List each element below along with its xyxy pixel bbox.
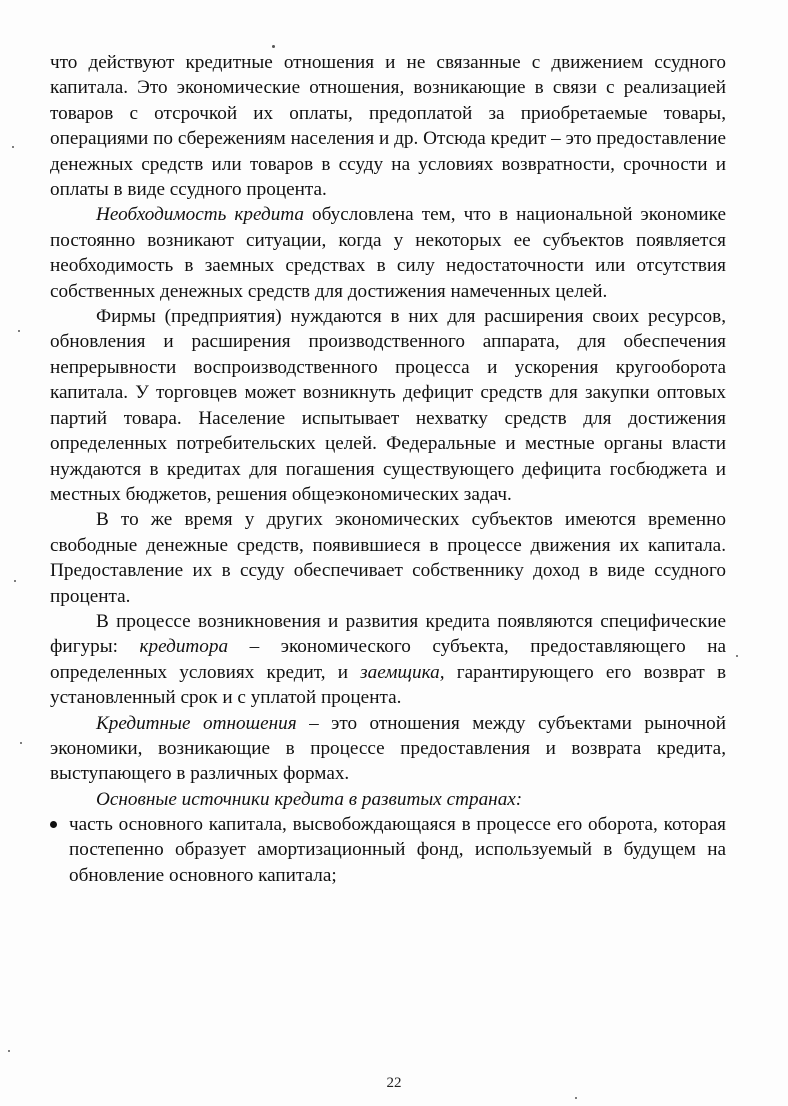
italic-term: кредитора	[139, 636, 229, 658]
paragraph	[50, 50, 726, 202]
paragraph	[50, 304, 726, 507]
paragraph	[50, 609, 726, 711]
italic-term: Кредитные отношения	[96, 712, 297, 734]
italic-term: Основные источники кредита в развитых странах:	[96, 788, 523, 810]
paragraph	[50, 507, 726, 609]
paragraph-text: В то же время у других экономических субъектов имеются временно свободные денежные средств, появившиеся в процессе движения их капитала. Предоставление их в ссуду обеспечивает собственнику доход в виде ссудного процента.	[50, 509, 726, 607]
paragraph	[50, 711, 726, 787]
paragraph-text: В процессе возникновения и развития кредита появляются специфические фигуры:	[50, 610, 726, 658]
paragraph-text: Фирмы (предприятия) нуждаются в них для расширения своих ресурсов, обновления и расширения производственного аппарата, для обеспечения непрерывности воспроизводственного процесса и ускорения кругооборота капитала. У торговцев может возникнуть дефицит средств для закупки оптовых партий товара. Население испытывает нехватку средств для достижения определенных потребительских целей. Федеральные и местные органы власти нуждаются в кредитах для погашения существующего дефицита госбюджета и местных бюджетов, решения общеэкономических задач.	[50, 306, 726, 505]
scan-speck	[18, 330, 20, 332]
paragraph-text: обусловлена тем, что в национальной экономике постоянно возникают ситуации, когда у некоторых ее субъектов появляется необходимость в заемных средствах в силу недостаточности или отсутствия собственных денежных средств для достижения намеченных целей.	[50, 204, 726, 302]
scan-speck	[20, 742, 22, 744]
paragraph-text: что действуют кредитные отношения и не связанные с движением ссудного капитала. Это экономические отношения, возникающие в связи с реализацией товаров с отсрочкой их оплаты, предоплатой за приобретаемые товары, операциями по сбережениям населения и др. Отсюда кредит – это предоставление денежных средств или товаров в ссуду на условиях возвратности, срочности и оплаты в виде ссудного процента.	[50, 52, 726, 201]
paragraph-text: – экономического субъекта, предоставляющего на определенных условиях кредит, и	[50, 636, 726, 683]
scan-speck	[272, 45, 275, 48]
list-item	[50, 812, 726, 888]
scan-speck	[736, 655, 738, 657]
scan-speck	[14, 580, 16, 582]
italic-term: Необходимость кредита	[96, 204, 304, 226]
paragraph-text: – это отношения между субъектами рыночной экономики, возникающие в процессе предоставления и возврата кредита, выступающего в различных формах.	[50, 712, 727, 785]
scan-speck	[575, 1097, 577, 1099]
italic-term: заемщика,	[360, 661, 445, 683]
body-text	[50, 50, 726, 812]
bullet-icon	[50, 821, 57, 828]
paragraph	[50, 787, 726, 812]
paragraph-text: гарантирующего его возврат в установленный срок и с уплатой процента.	[50, 661, 727, 709]
scan-speck	[12, 146, 14, 148]
bullet-list	[50, 812, 726, 888]
list-item-text: часть основного капитала, высвобождающаяся в процессе его оборота, которая постепенно образует амортизационный фонд, используемый в будущем на обновление основного капитала;	[69, 814, 726, 886]
page-number: 22	[386, 1075, 402, 1091]
paragraph	[50, 202, 726, 304]
scan-speck	[8, 1050, 10, 1052]
